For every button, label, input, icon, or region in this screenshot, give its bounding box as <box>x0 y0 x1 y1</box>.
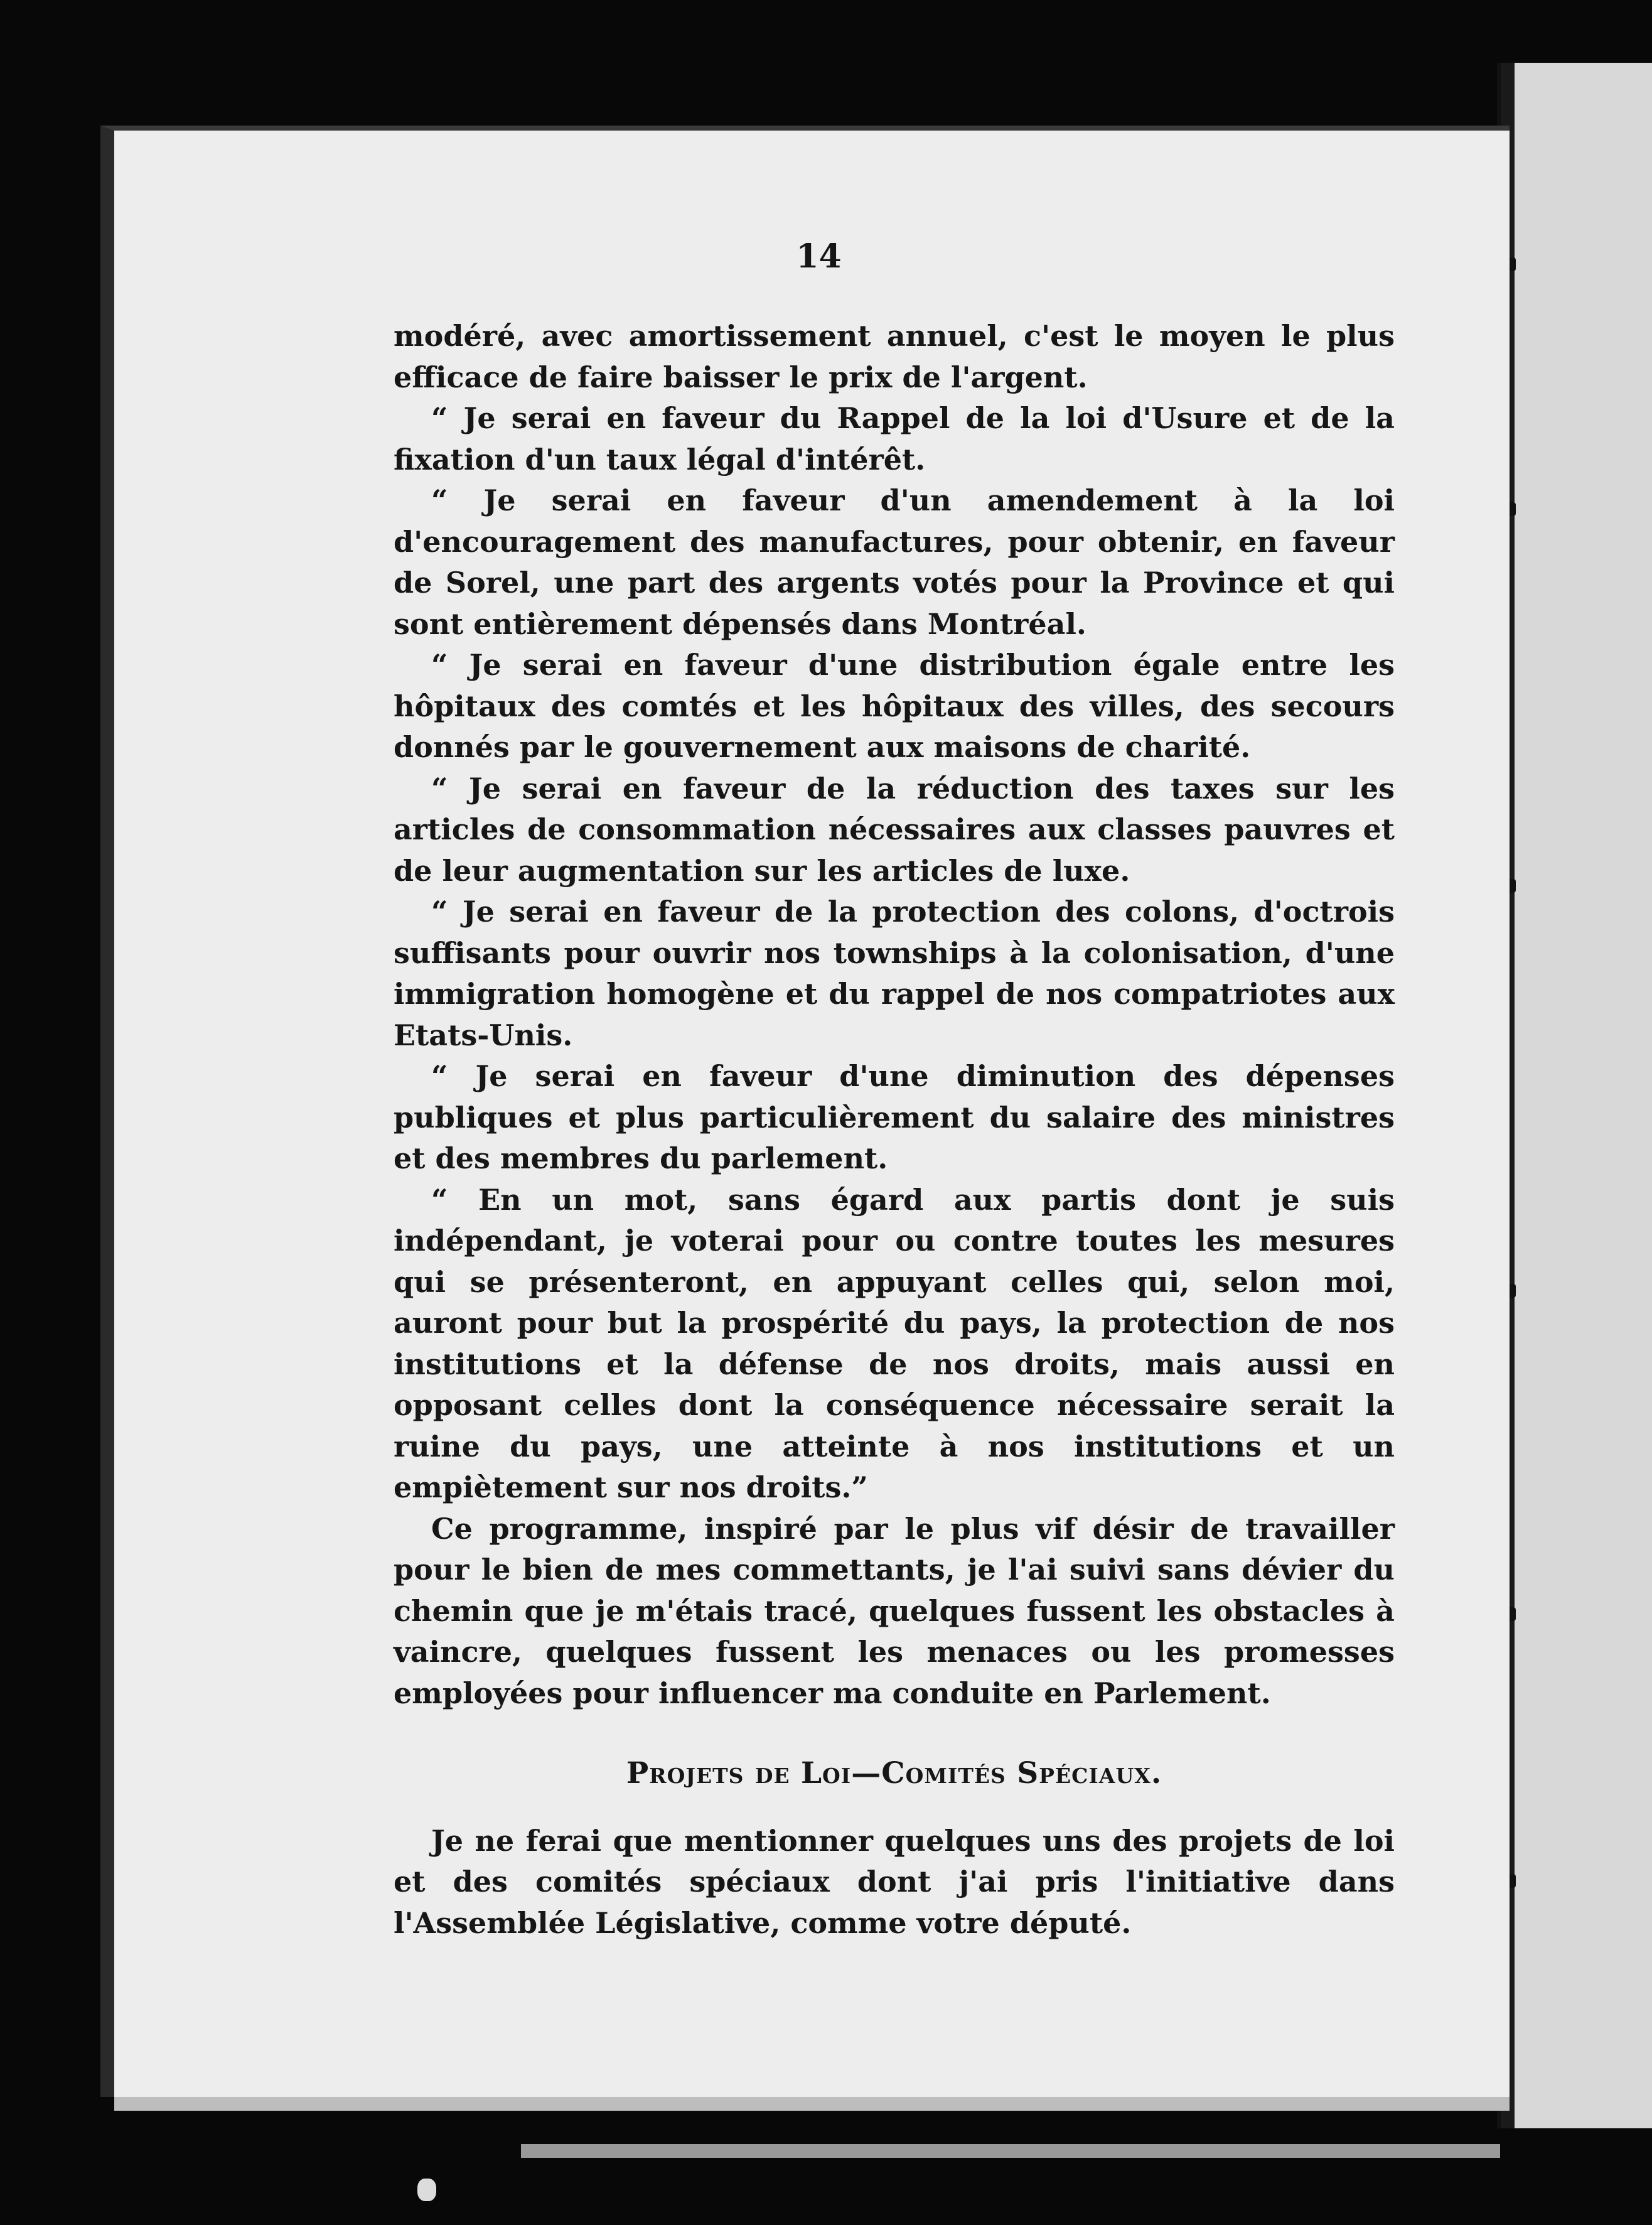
paragraph: “ Je serai en faveur d'une distribution égale entre les hôpitaux des comtés et les hôpitaux des villes, des secours donnés par le gouvernement aux maisons de charité. <box>394 648 1395 764</box>
body-text <box>394 316 1395 1944</box>
paragraph: “ Je serai en faveur de la réduction des taxes sur les articles de consommation nécessaires aux classes pauvres et de leur augmentation sur les articles de luxe. <box>394 771 1395 888</box>
paragraph: “ En un mot, sans égard aux partis dont je suis indépendant, je voterai pour ou contre toutes les mesures qui se présenteront, en appuyant celles qui, selon moi, auront pour but la prospérité du pays, la protection de nos institutions et la défense de nos droits, mais aussi en opposant celles dont la conséquence nécessaire serait la ruine du pays, une atteinte à nos institutions et un empiètement sur nos droits.” <box>394 1182 1395 1504</box>
page-shadow <box>521 2144 1500 2158</box>
paragraph: Ce programme, inspiré par le plus vif désir de travailler pour le bien de mes commettants, je l'ai suivi sans dévier du chemin que je m'étais tracé, quelques fussent les obstacles à vaincre, quelques fussent les menaces ou les promesses employées pour influencer ma conduite en Parlement. <box>394 1511 1395 1710</box>
page-number: 14 <box>796 237 842 276</box>
paragraph: modéré, avec amortissement annuel, c'est le moyen le plus efficace de faire baisser le prix de l'argent. <box>394 319 1395 394</box>
binding-strip <box>1497 63 1652 2128</box>
section-heading: Projets de Loi—Comités Spéciaux. <box>626 1756 1162 1791</box>
paragraph: “ Je serai en faveur de la protection des colons, d'octrois suffisants pour ouvrir nos townships à la colonisation, d'une immigration homogène et du rappel de nos compatriotes aux Etats-Unis. <box>394 895 1395 1052</box>
paragraph: “ Je serai en faveur d'un amendement à la loi d'encouragement des manufactures, pour obtenir, en faveur de Sorel, une part des argents votés pour la Province et qui sont entièrement dépensés dans Montréal. <box>394 483 1395 641</box>
paragraph: “ Je serai en faveur du Rappel de la loi d'Usure et de la fixation d'un taux légal d'intérêt. <box>394 401 1395 477</box>
scan-mark <box>417 2179 436 2201</box>
paragraph: Je ne ferai que mentionner quelques uns des projets de loi et des comités spéciaux dont j'ai pris l'initiative dans l'Assemblée Législative, comme votre député. <box>394 1823 1395 1940</box>
paragraph: “ Je serai en faveur d'une diminution des dépenses publiques et plus particulièrement du salaire des ministres et des membres du parlement. <box>394 1059 1395 1175</box>
document-page <box>100 126 1510 2097</box>
